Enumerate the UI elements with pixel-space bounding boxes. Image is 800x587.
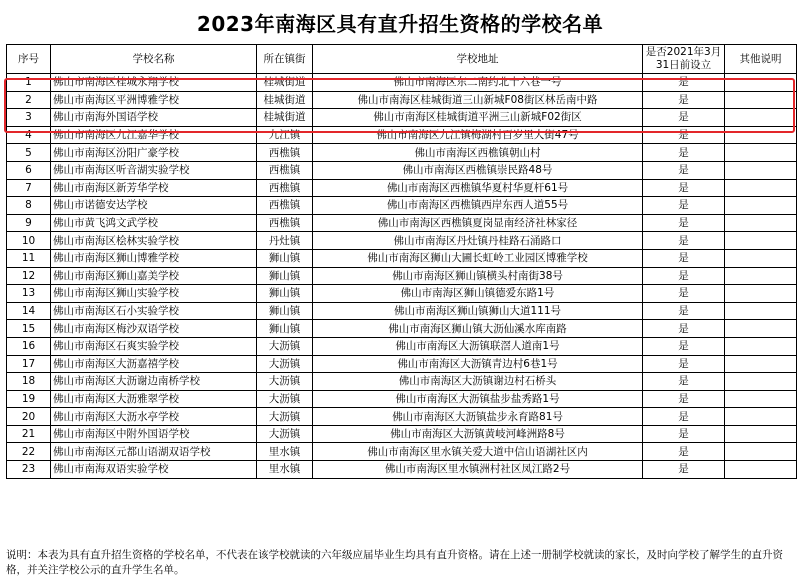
cell-no: 4 [7,126,51,144]
cell-street: 里水镇 [257,443,313,461]
cell-school-name: 佛山市南海区石小实验学校 [51,302,257,320]
table-row [7,232,797,250]
cell-address: 佛山市南海区东二南约北十六巷一号 [313,74,643,92]
cell-street: 狮山镇 [257,302,313,320]
header-other: 其他说明 [725,45,797,74]
table-row [7,373,797,391]
cell-established: 是 [643,425,725,443]
cell-other [725,126,797,144]
cell-address: 佛山市南海区西樵镇西岸东西人道55号 [313,197,643,215]
cell-no: 20 [7,408,51,426]
cell-address: 佛山市南海区狮山镇德爱东路1号 [313,285,643,303]
table-body [7,74,797,479]
cell-street: 大沥镇 [257,373,313,391]
cell-no: 7 [7,179,51,197]
cell-street: 西樵镇 [257,197,313,215]
table-row [7,197,797,215]
cell-school-name: 佛山市南海区大沥嘉禧学校 [51,355,257,373]
table-row [7,74,797,92]
cell-address: 佛山市南海区里水镇关爱大道中信山语湖社区内 [313,443,643,461]
cell-other [725,249,797,267]
cell-established: 是 [643,197,725,215]
cell-address: 佛山市南海区狮山大圃长虹岭工业园区博雅学校 [313,249,643,267]
cell-other [725,425,797,443]
cell-street: 大沥镇 [257,390,313,408]
cell-no: 21 [7,425,51,443]
cell-street: 大沥镇 [257,337,313,355]
cell-address: 佛山市南海区桂城街道三山新城F08街区林岳南中路 [313,91,643,109]
cell-other [725,91,797,109]
table-row [7,390,797,408]
cell-address: 佛山市南海区大沥镇谢边村石桥头 [313,373,643,391]
cell-street: 桂城街道 [257,74,313,92]
table-row [7,355,797,373]
table-row [7,249,797,267]
cell-established: 是 [643,267,725,285]
cell-school-name: 佛山市南海区元都山语湖双语学校 [51,443,257,461]
cell-school-name: 佛山市南海区汾阳广豪学校 [51,144,257,162]
header-school-name: 学校名称 [51,45,257,74]
cell-established: 是 [643,320,725,338]
cell-established: 是 [643,144,725,162]
cell-street: 大沥镇 [257,355,313,373]
cell-address: 佛山市南海区狮山镇横头村南街38号 [313,267,643,285]
cell-address: 佛山市南海区里水镇洲村社区凤江路2号 [313,461,643,479]
cell-no: 3 [7,109,51,127]
cell-street: 西樵镇 [257,179,313,197]
cell-school-name: 佛山市南海区大沥雅翠学校 [51,390,257,408]
table-row [7,109,797,127]
cell-other [725,144,797,162]
cell-school-name: 佛山市南海区桧林实验学校 [51,232,257,250]
cell-address: 佛山市南海区西樵镇夏岗显南经济社林家径 [313,214,643,232]
cell-address: 佛山市南海区狮山镇狮山大道111号 [313,302,643,320]
table-header-row [7,45,797,74]
table-row [7,302,797,320]
cell-established: 是 [643,373,725,391]
cell-no: 1 [7,74,51,92]
table-row [7,461,797,479]
cell-other [725,267,797,285]
cell-address: 佛山市南海区大沥镇黄岐河峰洲路8号 [313,425,643,443]
cell-no: 8 [7,197,51,215]
cell-established: 是 [643,249,725,267]
school-list-table [6,44,797,479]
cell-other [725,197,797,215]
header-street: 所在镇街 [257,45,313,74]
cell-address: 佛山市南海区大沥镇盐步盐秀路1号 [313,390,643,408]
header-address: 学校地址 [313,45,643,74]
table-row [7,161,797,179]
cell-other [725,285,797,303]
cell-no: 18 [7,373,51,391]
cell-no: 11 [7,249,51,267]
cell-other [725,214,797,232]
table-row [7,144,797,162]
cell-no: 12 [7,267,51,285]
header-established: 是否2021年3月31日前设立 [643,45,725,74]
cell-address: 佛山市南海区丹灶镇丹桂路石涌路口 [313,232,643,250]
cell-established: 是 [643,302,725,320]
cell-other [725,179,797,197]
cell-street: 西樵镇 [257,144,313,162]
cell-school-name: 佛山市南海区听音湖实验学校 [51,161,257,179]
cell-established: 是 [643,161,725,179]
cell-address: 佛山市南海区狮山镇大沥仙溪水库南路 [313,320,643,338]
cell-school-name: 佛山市南海区九江嘉华学校 [51,126,257,144]
cell-school-name: 佛山市南海区平洲博雅学校 [51,91,257,109]
cell-school-name: 佛山市南海区大沥水亭学校 [51,408,257,426]
cell-school-name: 佛山市南海区狮山博雅学校 [51,249,257,267]
cell-other [725,74,797,92]
cell-street: 西樵镇 [257,214,313,232]
cell-established: 是 [643,74,725,92]
table-row [7,126,797,144]
cell-street: 里水镇 [257,461,313,479]
cell-no: 15 [7,320,51,338]
cell-other [725,232,797,250]
cell-street: 大沥镇 [257,408,313,426]
table-row [7,179,797,197]
cell-school-name: 佛山市南海外国语学校 [51,109,257,127]
cell-school-name: 佛山市南海区新芳华学校 [51,179,257,197]
cell-school-name: 佛山市南海区狮山嘉美学校 [51,267,257,285]
cell-school-name: 佛山市南海区大沥谢边南桥学校 [51,373,257,391]
cell-school-name: 佛山市南海区石爽实验学校 [51,337,257,355]
cell-school-name: 佛山市黄飞鸿文武学校 [51,214,257,232]
cell-no: 10 [7,232,51,250]
cell-no: 5 [7,144,51,162]
cell-street: 狮山镇 [257,285,313,303]
table-row [7,443,797,461]
cell-no: 2 [7,91,51,109]
cell-established: 是 [643,461,725,479]
cell-established: 是 [643,337,725,355]
cell-no: 14 [7,302,51,320]
cell-street: 九江镇 [257,126,313,144]
page-title: 2023年南海区具有直升招生资格的学校名单 [196,12,604,36]
cell-other [725,302,797,320]
cell-street: 丹灶镇 [257,232,313,250]
cell-other [725,355,797,373]
cell-address: 佛山市南海区大沥镇联滘人道南1号 [313,337,643,355]
cell-established: 是 [643,408,725,426]
table-row [7,267,797,285]
header-no: 序号 [7,45,51,74]
cell-address: 佛山市南海区桂城街道平洲三山新城F02街区 [313,109,643,127]
cell-other [725,337,797,355]
cell-no: 17 [7,355,51,373]
cell-street: 大沥镇 [257,425,313,443]
cell-school-name: 佛山市南海区中附外国语学校 [51,425,257,443]
cell-other [725,320,797,338]
cell-other [725,390,797,408]
cell-street: 狮山镇 [257,249,313,267]
cell-street: 桂城街道 [257,109,313,127]
cell-no: 23 [7,461,51,479]
cell-established: 是 [643,232,725,250]
table-row [7,337,797,355]
cell-school-name: 佛山市南海区桂城永翔学校 [51,74,257,92]
cell-other [725,373,797,391]
cell-no: 19 [7,390,51,408]
cell-other [725,161,797,179]
footnote: 说明：本表为具有直升招生资格的学校名单，不代表在该学校就读的六年级应届毕业生均具有直升资格。请在上述一册制学校就读的家长，及时向学校了解学生的直升资格，并关注学校公示的直升学生名单。 [6,549,783,576]
cell-no: 22 [7,443,51,461]
cell-address: 佛山市南海区西樵镇朝山村 [313,144,643,162]
cell-established: 是 [643,179,725,197]
cell-established: 是 [643,126,725,144]
cell-no: 6 [7,161,51,179]
table-row [7,425,797,443]
cell-no: 13 [7,285,51,303]
cell-established: 是 [643,214,725,232]
cell-established: 是 [643,443,725,461]
cell-street: 桂城街道 [257,91,313,109]
table-row [7,91,797,109]
cell-street: 狮山镇 [257,267,313,285]
cell-established: 是 [643,285,725,303]
table-row [7,408,797,426]
table-row [7,214,797,232]
cell-street: 西樵镇 [257,161,313,179]
table-row [7,320,797,338]
cell-other [725,461,797,479]
table-row [7,285,797,303]
cell-other [725,443,797,461]
cell-other [725,408,797,426]
cell-school-name: 佛山市南海双语实验学校 [51,461,257,479]
cell-address: 佛山市南海区大沥镇青边村6巷1号 [313,355,643,373]
cell-school-name: 佛山市南海区梅沙双语学校 [51,320,257,338]
cell-no: 16 [7,337,51,355]
cell-address: 佛山市南海区九江镇梅湖村百岁里大街47号 [313,126,643,144]
cell-established: 是 [643,390,725,408]
cell-street: 狮山镇 [257,320,313,338]
cell-school-name: 佛山市诺德安达学校 [51,197,257,215]
cell-no: 9 [7,214,51,232]
cell-address: 佛山市南海区西樵镇华夏村华夏杆61号 [313,179,643,197]
cell-established: 是 [643,109,725,127]
cell-address: 佛山市南海区大沥镇盐步永育路81号 [313,408,643,426]
cell-established: 是 [643,91,725,109]
cell-established: 是 [643,355,725,373]
cell-school-name: 佛山市南海区狮山实验学校 [51,285,257,303]
cell-other [725,109,797,127]
cell-address: 佛山市南海区西樵镇崇民路48号 [313,161,643,179]
